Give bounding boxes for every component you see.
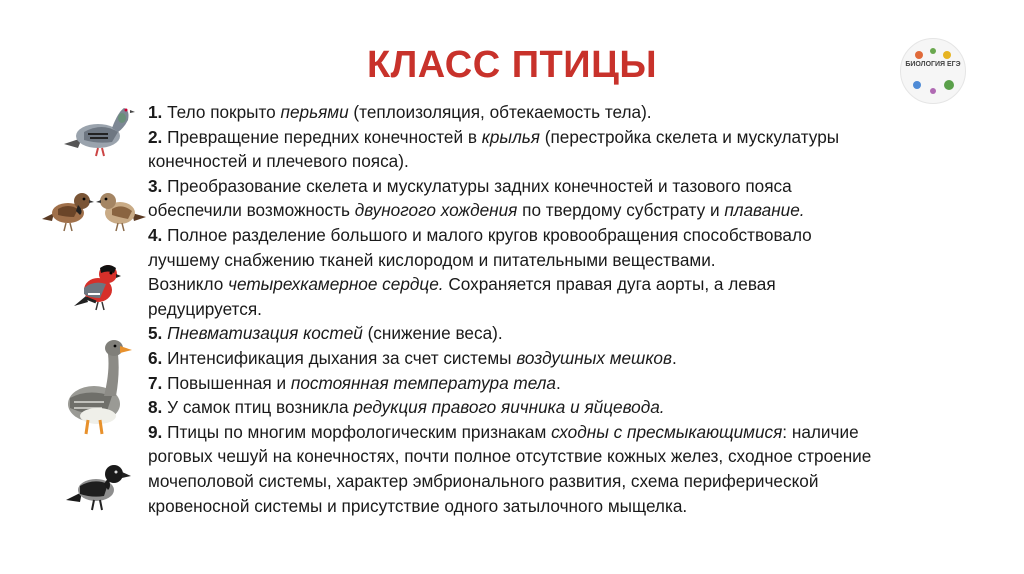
text-line <box>148 420 978 445</box>
logo-decoration-icon <box>901 39 965 103</box>
content-list <box>148 100 978 518</box>
emphasized-term: крылья <box>481 126 540 147</box>
item-number: 5. <box>148 323 163 344</box>
goose-icon <box>58 332 134 438</box>
text-segment: Полное разделение большого и малого кругов кровообращения способствовало <box>162 224 812 245</box>
pigeon-icon <box>58 98 138 160</box>
text-line <box>148 149 978 174</box>
emphasized-term: плавание. <box>724 200 805 221</box>
item-number: 9. <box>148 421 163 442</box>
item-number: 7. <box>148 372 163 393</box>
emphasized-term: Пневматизация костей <box>167 323 363 344</box>
text-line <box>148 371 978 396</box>
emphasized-term: двуногого хождения <box>354 200 518 221</box>
page-title: КЛАСС ПТИЦЫ <box>366 44 658 86</box>
text-segment: кровеносной системы и присутствие одного затылочного мыщелка. <box>148 495 688 516</box>
text-segment: Сохраняется правая дуга аорты, а левая <box>443 274 776 295</box>
text-line <box>148 174 978 199</box>
text-segment: (теплоизоляция, обтекаемость тела). <box>348 102 652 122</box>
text-segment: Повышенная и <box>162 372 291 393</box>
text-line <box>148 494 978 519</box>
text-segment: обеспечили возможность <box>148 200 355 221</box>
sparrows-icon <box>40 183 148 233</box>
emphasized-term: четырехкамерное сердце. <box>228 274 444 295</box>
text-segment: Возникло <box>148 274 229 295</box>
biology-logo <box>900 38 966 104</box>
emphasized-term: воздушных мешков <box>516 347 672 368</box>
text-segment: мочеполовой системы, характер эмбрионального развития, схема периферической <box>148 470 819 491</box>
item-number: 6. <box>148 347 163 368</box>
text-segment: : наличие <box>782 421 859 442</box>
text-segment: У самок птиц возникла <box>162 397 354 418</box>
item-number: 4. <box>148 224 163 245</box>
text-line <box>148 223 978 248</box>
text-segment: Интенсификация дыхания за счет системы <box>162 347 517 368</box>
text-segment: (перестройка скелета и мускулатуры <box>540 126 840 147</box>
text-segment: редуцируется. <box>148 298 262 319</box>
text-segment: . <box>671 347 677 368</box>
text-line <box>148 469 978 494</box>
text-segment: Птицы по многим морфологическим признакам <box>162 421 552 442</box>
text-segment: по твердому субстрату и <box>517 200 725 221</box>
item-number: 2. <box>148 126 163 147</box>
logo-text: БИОЛОГИЯ ЕГЭ <box>905 61 961 68</box>
text-segment: Тело покрыто <box>162 102 281 122</box>
text-line <box>148 198 978 223</box>
text-segment: Превращение передних конечностей в <box>162 126 482 147</box>
item-number: 1. <box>148 102 163 122</box>
text-line <box>148 248 978 273</box>
emphasized-term: сходны с пресмыкающимися <box>551 421 783 442</box>
text-line <box>148 395 978 420</box>
text-line <box>148 125 978 150</box>
text-line <box>148 100 978 125</box>
text-segment: лучшему снабжению тканей кислородом и питательными веществами. <box>148 249 716 270</box>
text-line <box>148 321 978 346</box>
text-line <box>148 444 978 469</box>
bullfinch-icon <box>70 258 126 314</box>
text-segment: . <box>556 372 561 393</box>
text-segment: Преобразование скелета и мускулатуры задних конечностей и тазового пояса <box>162 175 792 196</box>
item-number: 3. <box>148 175 163 196</box>
text-line <box>148 297 978 322</box>
text-line <box>148 272 978 297</box>
item-number: 8. <box>148 397 163 418</box>
crow-icon <box>64 456 132 514</box>
text-segment: (снижение веса). <box>362 323 503 344</box>
text-segment: роговых чешуй на конечностях, почти полное отсутствие кожных желез, сходное строение <box>148 446 872 467</box>
emphasized-term: редукция правого яичника и яйцевода. <box>353 397 665 418</box>
text-segment: конечностей и плечевого пояса). <box>148 151 409 172</box>
text-line <box>148 346 978 371</box>
emphasized-term: постоянная температура тела <box>290 372 556 393</box>
emphasized-term: перьями <box>280 102 349 122</box>
